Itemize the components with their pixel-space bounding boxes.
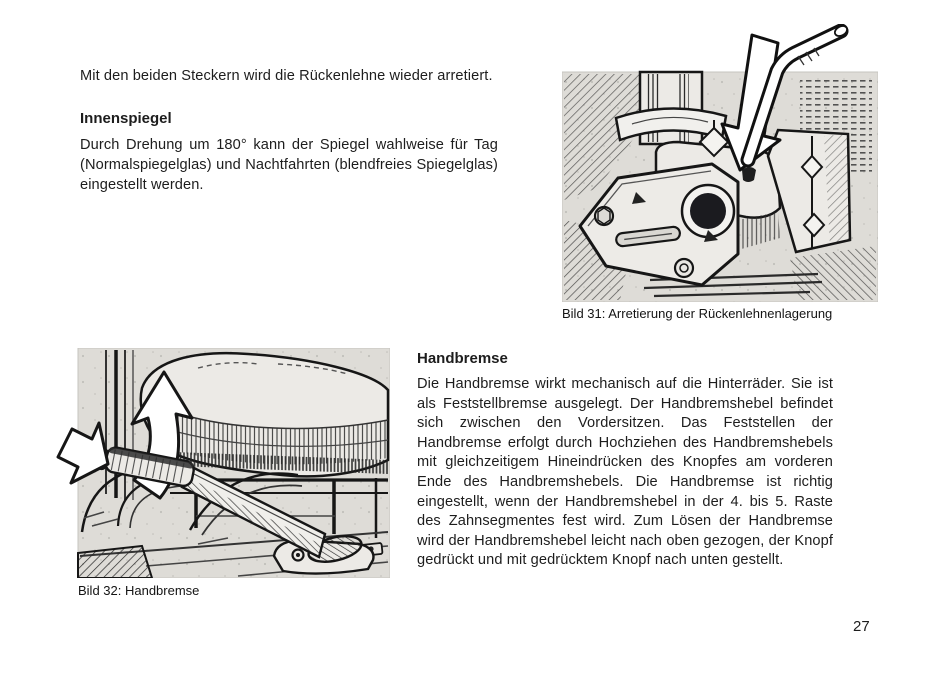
figure-31-caption: Bild 31: Arretierung der Rückenlehnenlagerung bbox=[562, 306, 833, 321]
figure-31 bbox=[562, 24, 878, 322]
figure-32-caption: Bild 32: Handbremse bbox=[78, 583, 200, 598]
bolt bbox=[675, 259, 693, 277]
page-number: 27 bbox=[853, 618, 870, 635]
backrest-lock-illustration bbox=[562, 24, 878, 302]
bearing-hole bbox=[690, 193, 726, 229]
handbremse-paragraph: Die Handbremse wirkt mechanisch auf die Hinterräder. Sie ist als Feststellbremse ausgelegt. Der Handbremshebel befindet sich zwischen den Vordersitzen. Das Feststellen der Handbremse erfolgt durch Hochziehen des Handbremshebels mit gleichzeitigem Hineindrücken des Knopfes am vorderen Ende des Handbremshebels. Die Handbremse ist richtig eingestellt, wenn der Handbremshebel in der 4. bis 5. Raste des Zahnsegmentes fest wird. Zum Lösen der Handbremse wird der Handbremshebel leicht nach oben gezogen, der Knopf gedrückt und mit gedrücktem Knopf nach unten gestellt. bbox=[417, 376, 833, 569]
right-column bbox=[417, 349, 833, 571]
handbremse-heading: Handbremse bbox=[417, 350, 508, 367]
innenspiegel-paragraph: Durch Drehung um 180° kann der Spiegel wahlweise für Tag (Normalspiegelglas) und Nachtfahrten (blendfreies Spiegelglas) eingestellt werden. bbox=[80, 137, 498, 193]
innenspiegel-heading: Innenspiegel bbox=[80, 110, 172, 127]
floor-mat bbox=[78, 546, 152, 578]
left-column bbox=[80, 66, 498, 195]
handbrake-illustration bbox=[56, 348, 390, 578]
intro-paragraph: Mit den beiden Steckern wird die Rückenlehne wieder arretiert. bbox=[80, 68, 493, 84]
figure-32 bbox=[56, 348, 390, 599]
